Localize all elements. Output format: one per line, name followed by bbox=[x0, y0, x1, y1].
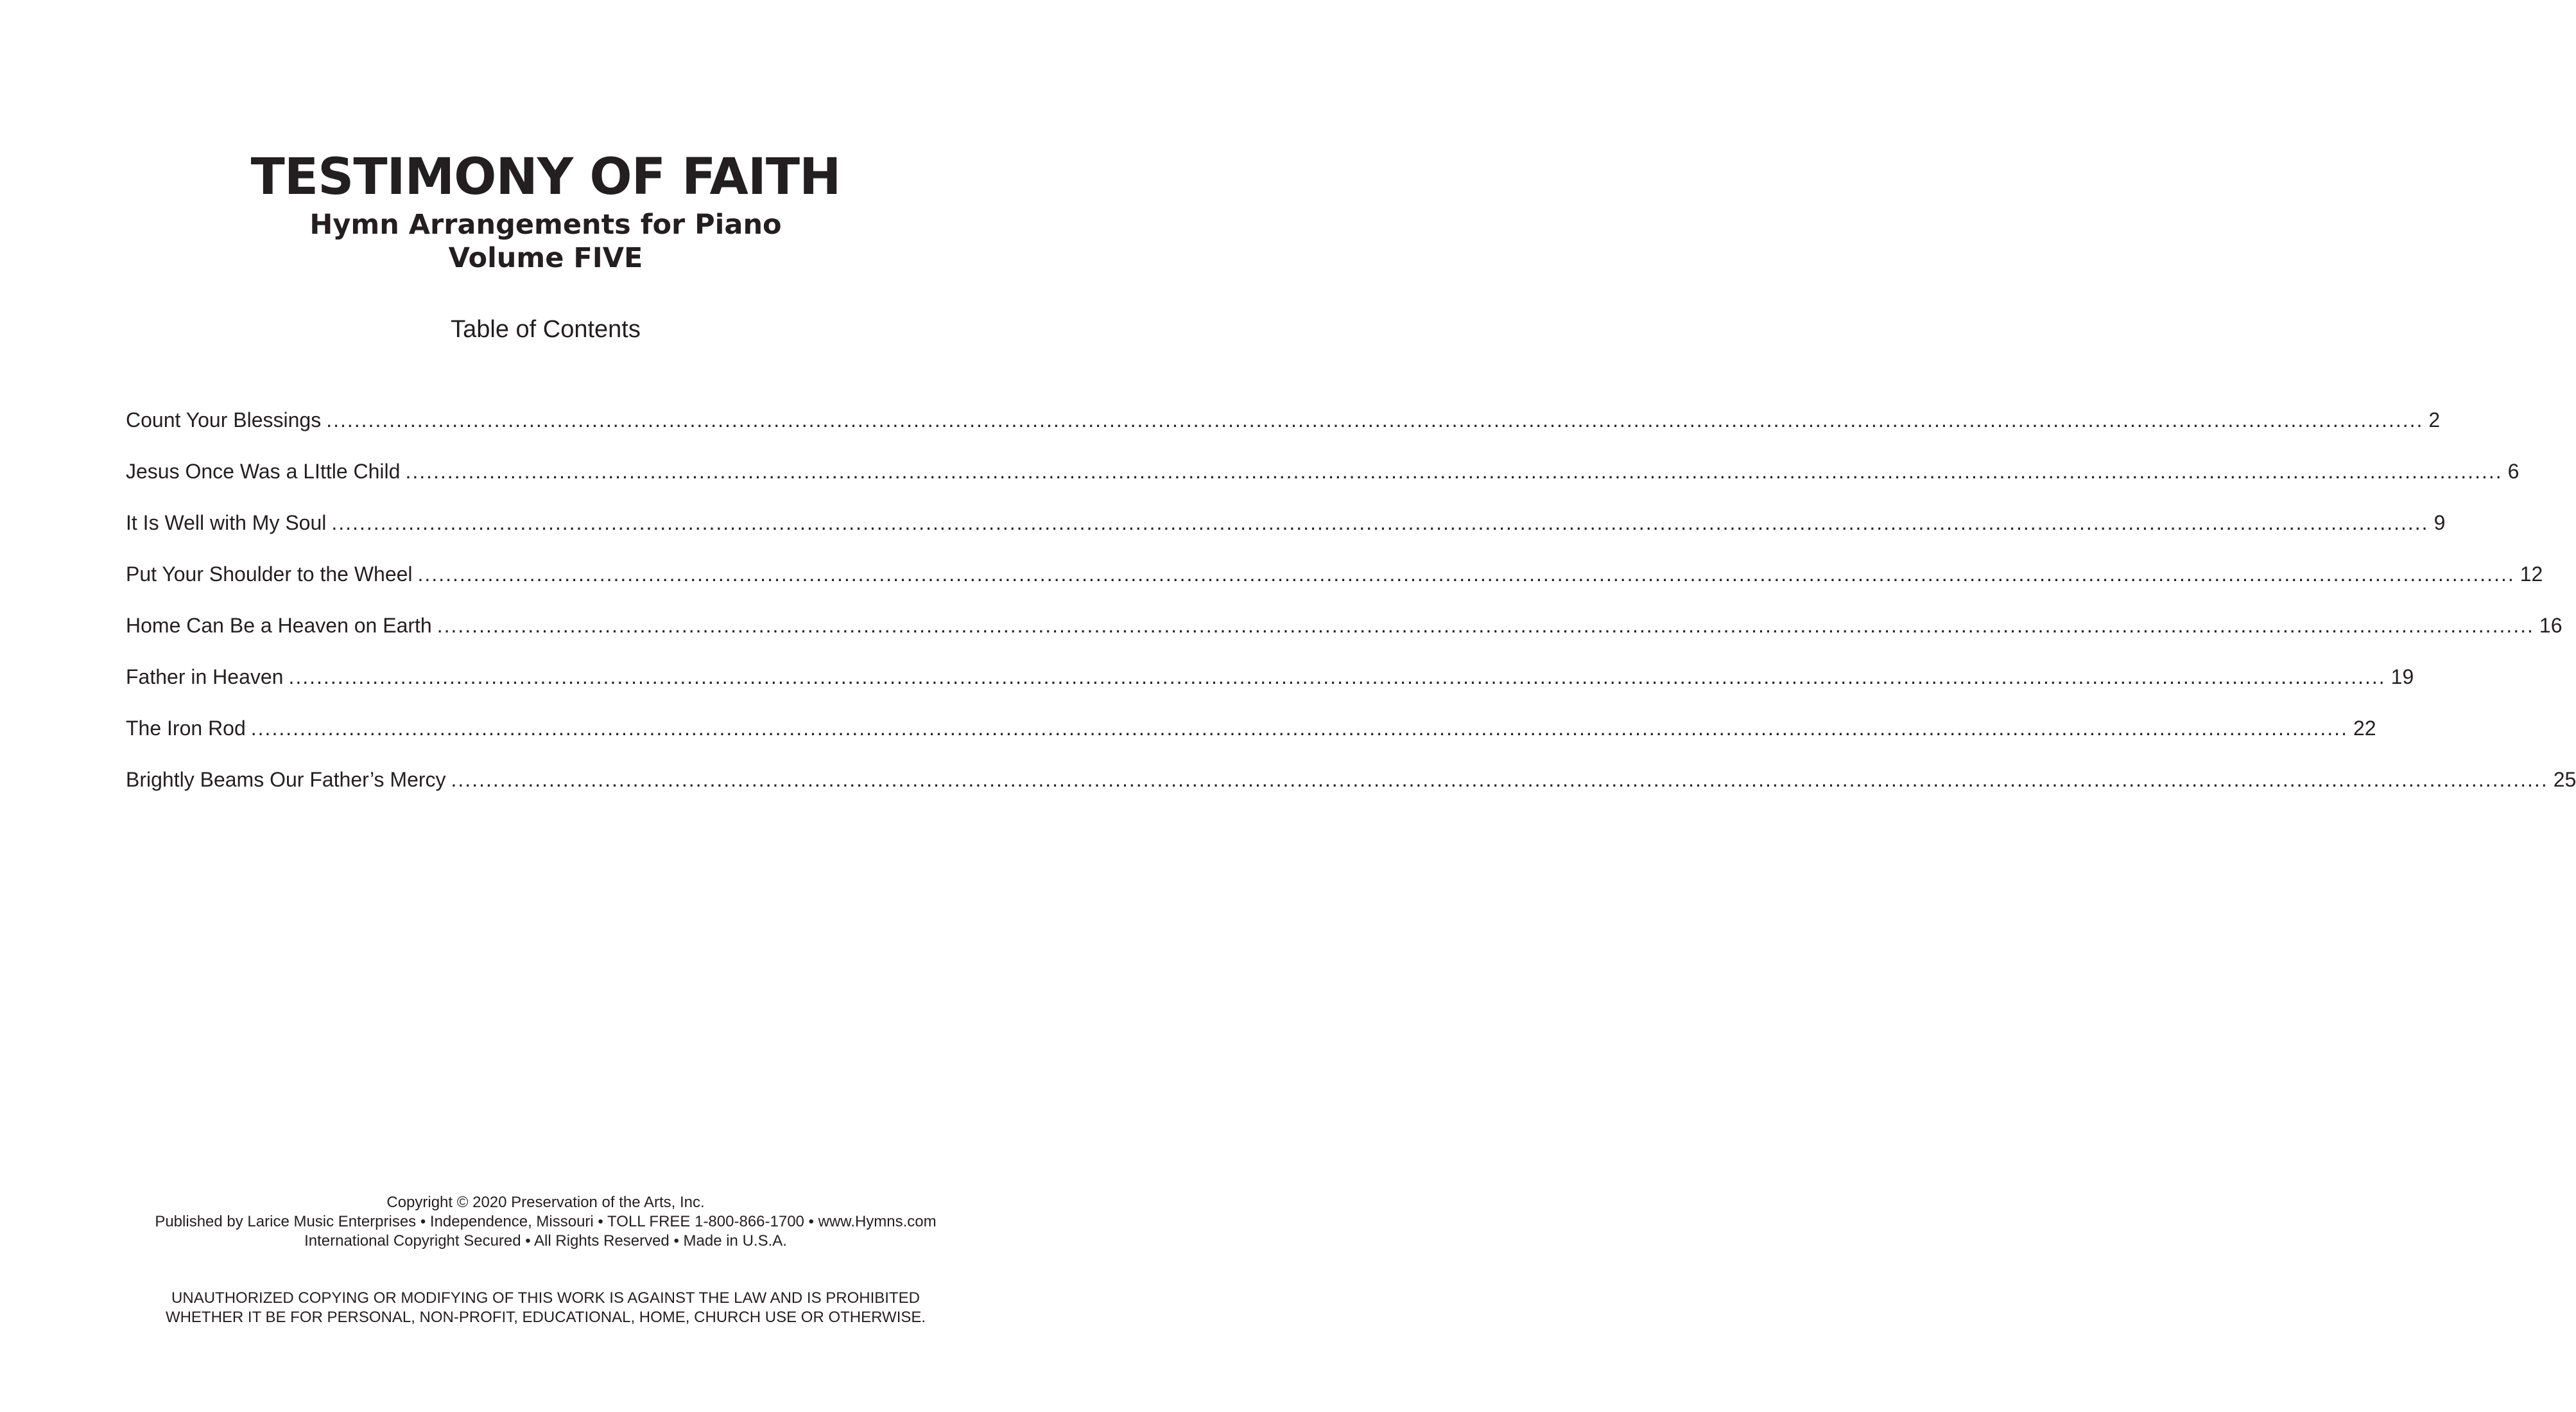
toc-entry-title: Put Your Shoulder to the Wheel bbox=[126, 562, 413, 586]
toc-entry-title: The Iron Rod bbox=[126, 717, 246, 740]
toc-entry-title: Father in Heaven bbox=[126, 665, 284, 688]
toc-leader-dots: ............................................................................................................................................................................................................................................................................................................ bbox=[437, 614, 2534, 637]
copying-warning bbox=[0, 1289, 1091, 1327]
toc-entry[interactable] bbox=[126, 610, 2563, 661]
toc-leader-dots: ............................................................................................................................................................................................................................................................................................................ bbox=[331, 511, 2429, 534]
toc-entry-title: It Is Well with My Soul bbox=[126, 511, 327, 534]
toc-leader-dots: ............................................................................................................................................................................................................................................................................................................ bbox=[250, 717, 2348, 740]
toc-entry-title: Jesus Once Was a LIttle Child bbox=[126, 460, 401, 483]
toc-leader-dots: ............................................................................................................................................................................................................................................................................................................ bbox=[405, 460, 2503, 483]
toc-entry[interactable] bbox=[126, 456, 2520, 507]
toc-entry-title: Count Your Blessings bbox=[126, 408, 322, 431]
toc-entry-title: Brightly Beams Our Father’s Mercy bbox=[126, 768, 446, 791]
toc-entry[interactable] bbox=[126, 559, 2543, 610]
table-of-contents bbox=[126, 405, 2576, 815]
book-title: TESTIMONY OF FAITH bbox=[250, 148, 841, 206]
toc-leader-dots: ............................................................................................................................................................................................................................................................................................................ bbox=[288, 665, 2386, 688]
rights-line: International Copyright Secured • All Rights Reserved • Made in U.S.A. bbox=[304, 1232, 787, 1250]
copyright-line: Copyright © 2020 Preservation of the Arts, Inc. bbox=[386, 1194, 705, 1211]
page-header bbox=[0, 146, 1091, 275]
toc-leader-dots: ............................................................................................................................................................................................................................................................................................................ bbox=[417, 562, 2515, 586]
toc-entry-page: 6 bbox=[2507, 460, 2520, 483]
volume-label: Volume FIVE bbox=[448, 242, 643, 274]
toc-entry-page: 22 bbox=[2353, 717, 2376, 740]
toc-entry[interactable] bbox=[126, 661, 2414, 713]
copyright-notice bbox=[0, 1193, 1091, 1251]
toc-entry[interactable] bbox=[126, 405, 2441, 456]
toc-entry[interactable] bbox=[126, 764, 2576, 815]
toc-entry[interactable] bbox=[126, 713, 2376, 764]
toc-entry-page: 25 bbox=[2553, 768, 2576, 791]
toc-leader-dots: ............................................................................................................................................................................................................................................................................................................ bbox=[451, 768, 2548, 791]
toc-entry-page: 9 bbox=[2433, 511, 2446, 534]
toc-entry[interactable] bbox=[126, 507, 2446, 559]
toc-heading: Table of Contents bbox=[451, 316, 641, 343]
toc-leader-dots: ............................................................................................................................................................................................................................................................................................................ bbox=[326, 408, 2424, 431]
book-subtitle: Hymn Arrangements for Piano bbox=[309, 209, 782, 241]
toc-entry-title: Home Can Be a Heaven on Earth bbox=[126, 614, 432, 637]
toc-entry-page: 12 bbox=[2520, 562, 2543, 586]
warning-line: WHETHER IT BE FOR PERSONAL, NON-PROFIT, EDUCATIONAL, HOME, CHURCH USE OR OTHERWISE. bbox=[165, 1309, 926, 1326]
toc-entry-page: 16 bbox=[2539, 614, 2563, 637]
toc-entry-page: 2 bbox=[2428, 408, 2441, 431]
publisher-line: Published by Larice Music Enterprises • Independence, Missouri • TOLL FREE 1-800-866-1700 • www.Hymns.com bbox=[155, 1213, 937, 1230]
toc-entry-page: 19 bbox=[2390, 665, 2414, 688]
warning-line: UNAUTHORIZED COPYING OR MODIFYING OF THIS WORK IS AGAINST THE LAW AND IS PROHIBITED bbox=[171, 1289, 920, 1307]
